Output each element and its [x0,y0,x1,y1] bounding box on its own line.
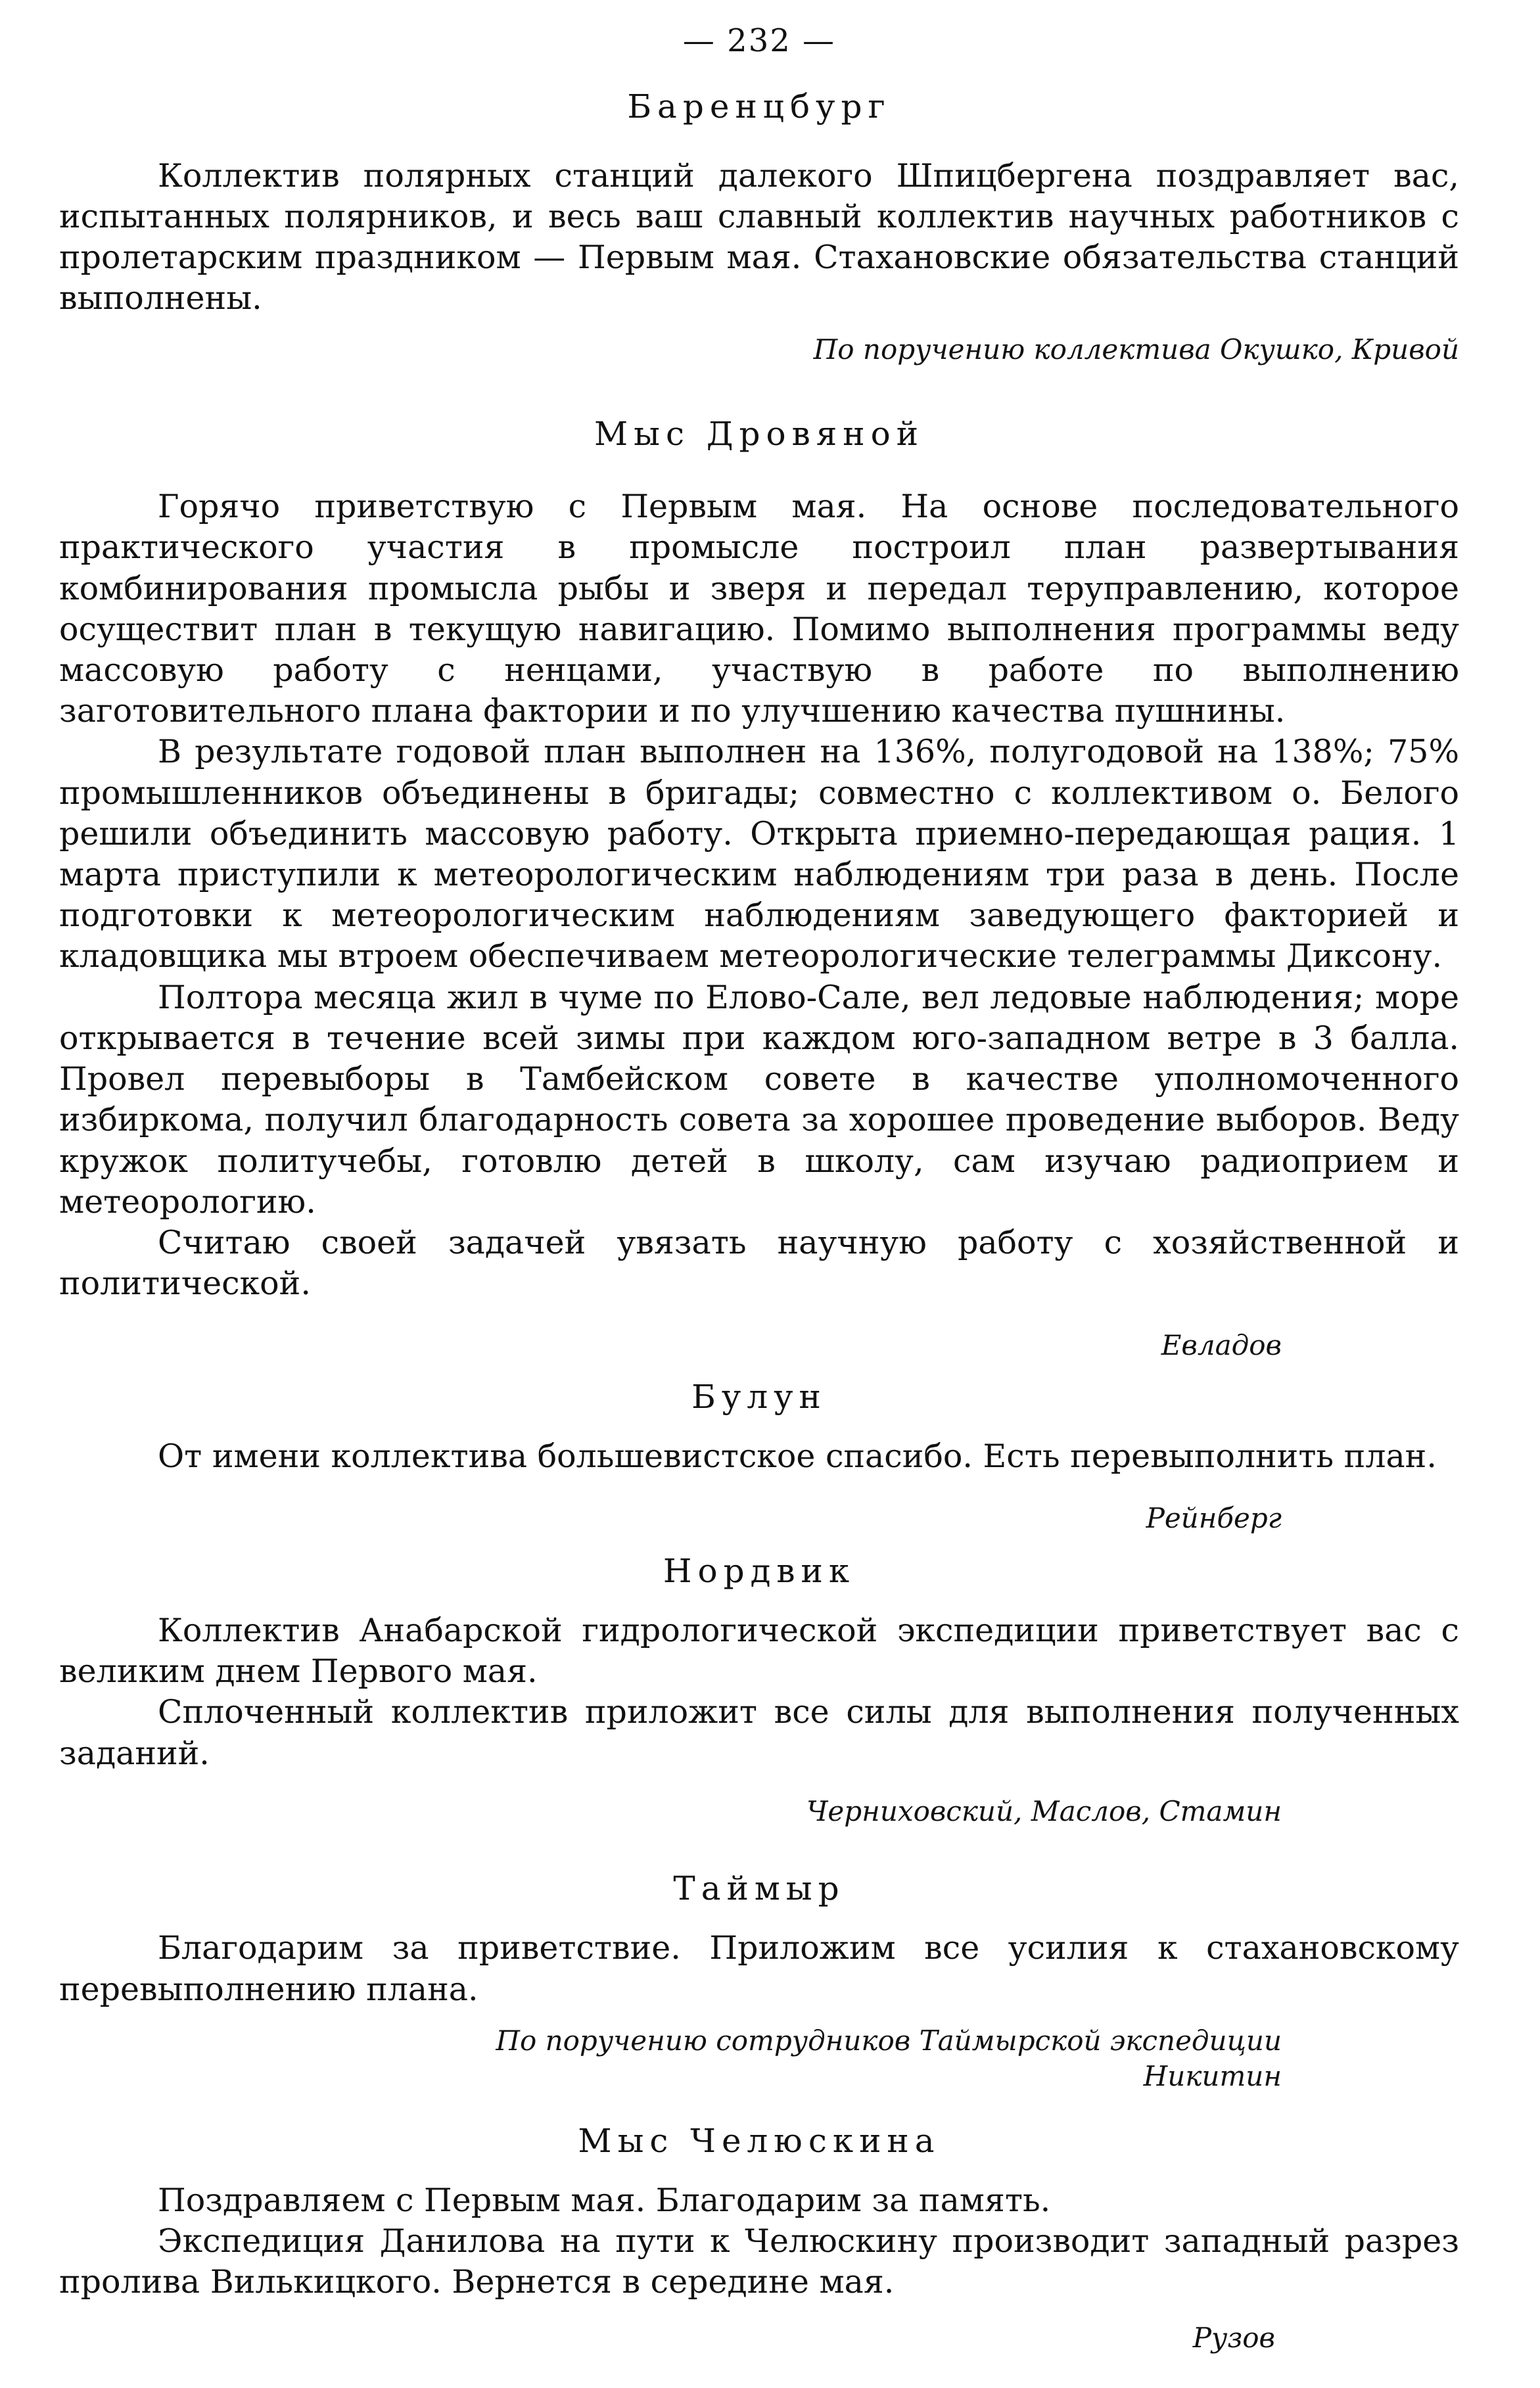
signature: Евладов [1161,1329,1282,1362]
section-nordvik [59,1551,1459,1829]
signature: Черниховский, Маслов, Стамин [806,1794,1282,1827]
paragraph: Горячо приветствую с Первым мая. На основе последовательного практического участия в промысле построил план развертывания комбинирования промысла рыбы и зверя и передал теруправлению, которое осуществит план в текущую навигацию. Помимо выполнения программы веду массовую работу с ненцами, участвую в работе по выполнению заготовительного плана фактории и по улучшению качества пушнины. [59,488,1459,730]
paragraph: Экспедиция Данилова на пути к Челюскину производит западный разрез пролива Вилькицкого. Вернется в середине мая. [59,2222,1459,2301]
paragraph: Коллектив Анабарской гидрологической экспедиции приветствует вас с великим днем Первого мая. [59,1611,1459,1691]
paragraph: Сплоченный коллектив приложит все силы для выполнения полученных заданий. [59,1693,1459,1772]
paragraph: Благодарим за приветствие. Приложим все усилия к стахановскому перевыполнению плана. [59,1929,1459,2008]
section-heading: Мыс Челюскина [578,2121,941,2160]
paragraph: Полтора месяца жил в чуме по Елово-Сале, вел ледовые наблюдения; море открывается в течение всей зимы при каждом юго-западном ветре в 3 балла. Провел перевыборы в Тамбейском совете в качестве уполномоченного избиркома, получил благодарность совета за хорошее проведение выборов. Веду кружок политучебы, готовлю детей в школу, сам изучаю радиоприем и метеорологию. [59,978,1459,1221]
section-barentsburg [59,87,1459,368]
section-bulun [59,1377,1459,1537]
signature: Никитин [1143,2060,1282,2093]
signature: По поручению сотрудников Таймырской экспедиции [496,2024,1282,2057]
section-taimyr [59,1869,1459,2095]
paragraph: Считаю своей задачей увязать научную работу с хозяйственной и политической. [59,1224,1459,1303]
paragraph: Коллектив полярных станций далекого Шпицбергена поздравляет вас, испытанных полярников, и весь ваш славный коллектив научных работников с пролетарским праздником — Первым мая. Стахановские обязательства станций выполнены. [59,156,1459,317]
signature: Рейнберг [1146,1502,1282,1535]
paragraph: Поздравляем с Первым мая. Благодарим за память. [158,2181,1051,2219]
signature: Рузов [1192,2321,1275,2354]
section-heading: Булун [691,1378,827,1416]
document-page [59,22,1459,2362]
signature: По поручению коллектива Окушко, Кривой [813,333,1459,366]
section-heading: Таймыр [673,1869,845,1908]
section-heading: Мыс Дровяной [594,415,925,454]
section-mys-drovyanoy [59,414,1459,1364]
paragraph: В результате годовой план выполнен на 136%, полугодовой на 138%; 75% промышленников объединены в бригады; совместно с коллективом о. Белого решили объединить массовую работу. Открыта приемно-передающая рация. 1 марта приступили к метеорологическим наблюдениям три раза в день. После подготовки к метеорологическим наблюдениям заведующего факторией и кладовщика мы втроем обеспечиваем метеорологические телеграммы Диксону. [59,733,1459,975]
page-number: — 232 — [682,22,836,59]
section-heading: Нордвик [663,1551,856,1590]
section-heading: Баренцбург [627,87,891,126]
section-mys-chelyuskina [59,2121,1459,2356]
paragraph: От имени коллектива большевистское спасибо. Есть перевыполнить план. [158,1438,1437,1476]
